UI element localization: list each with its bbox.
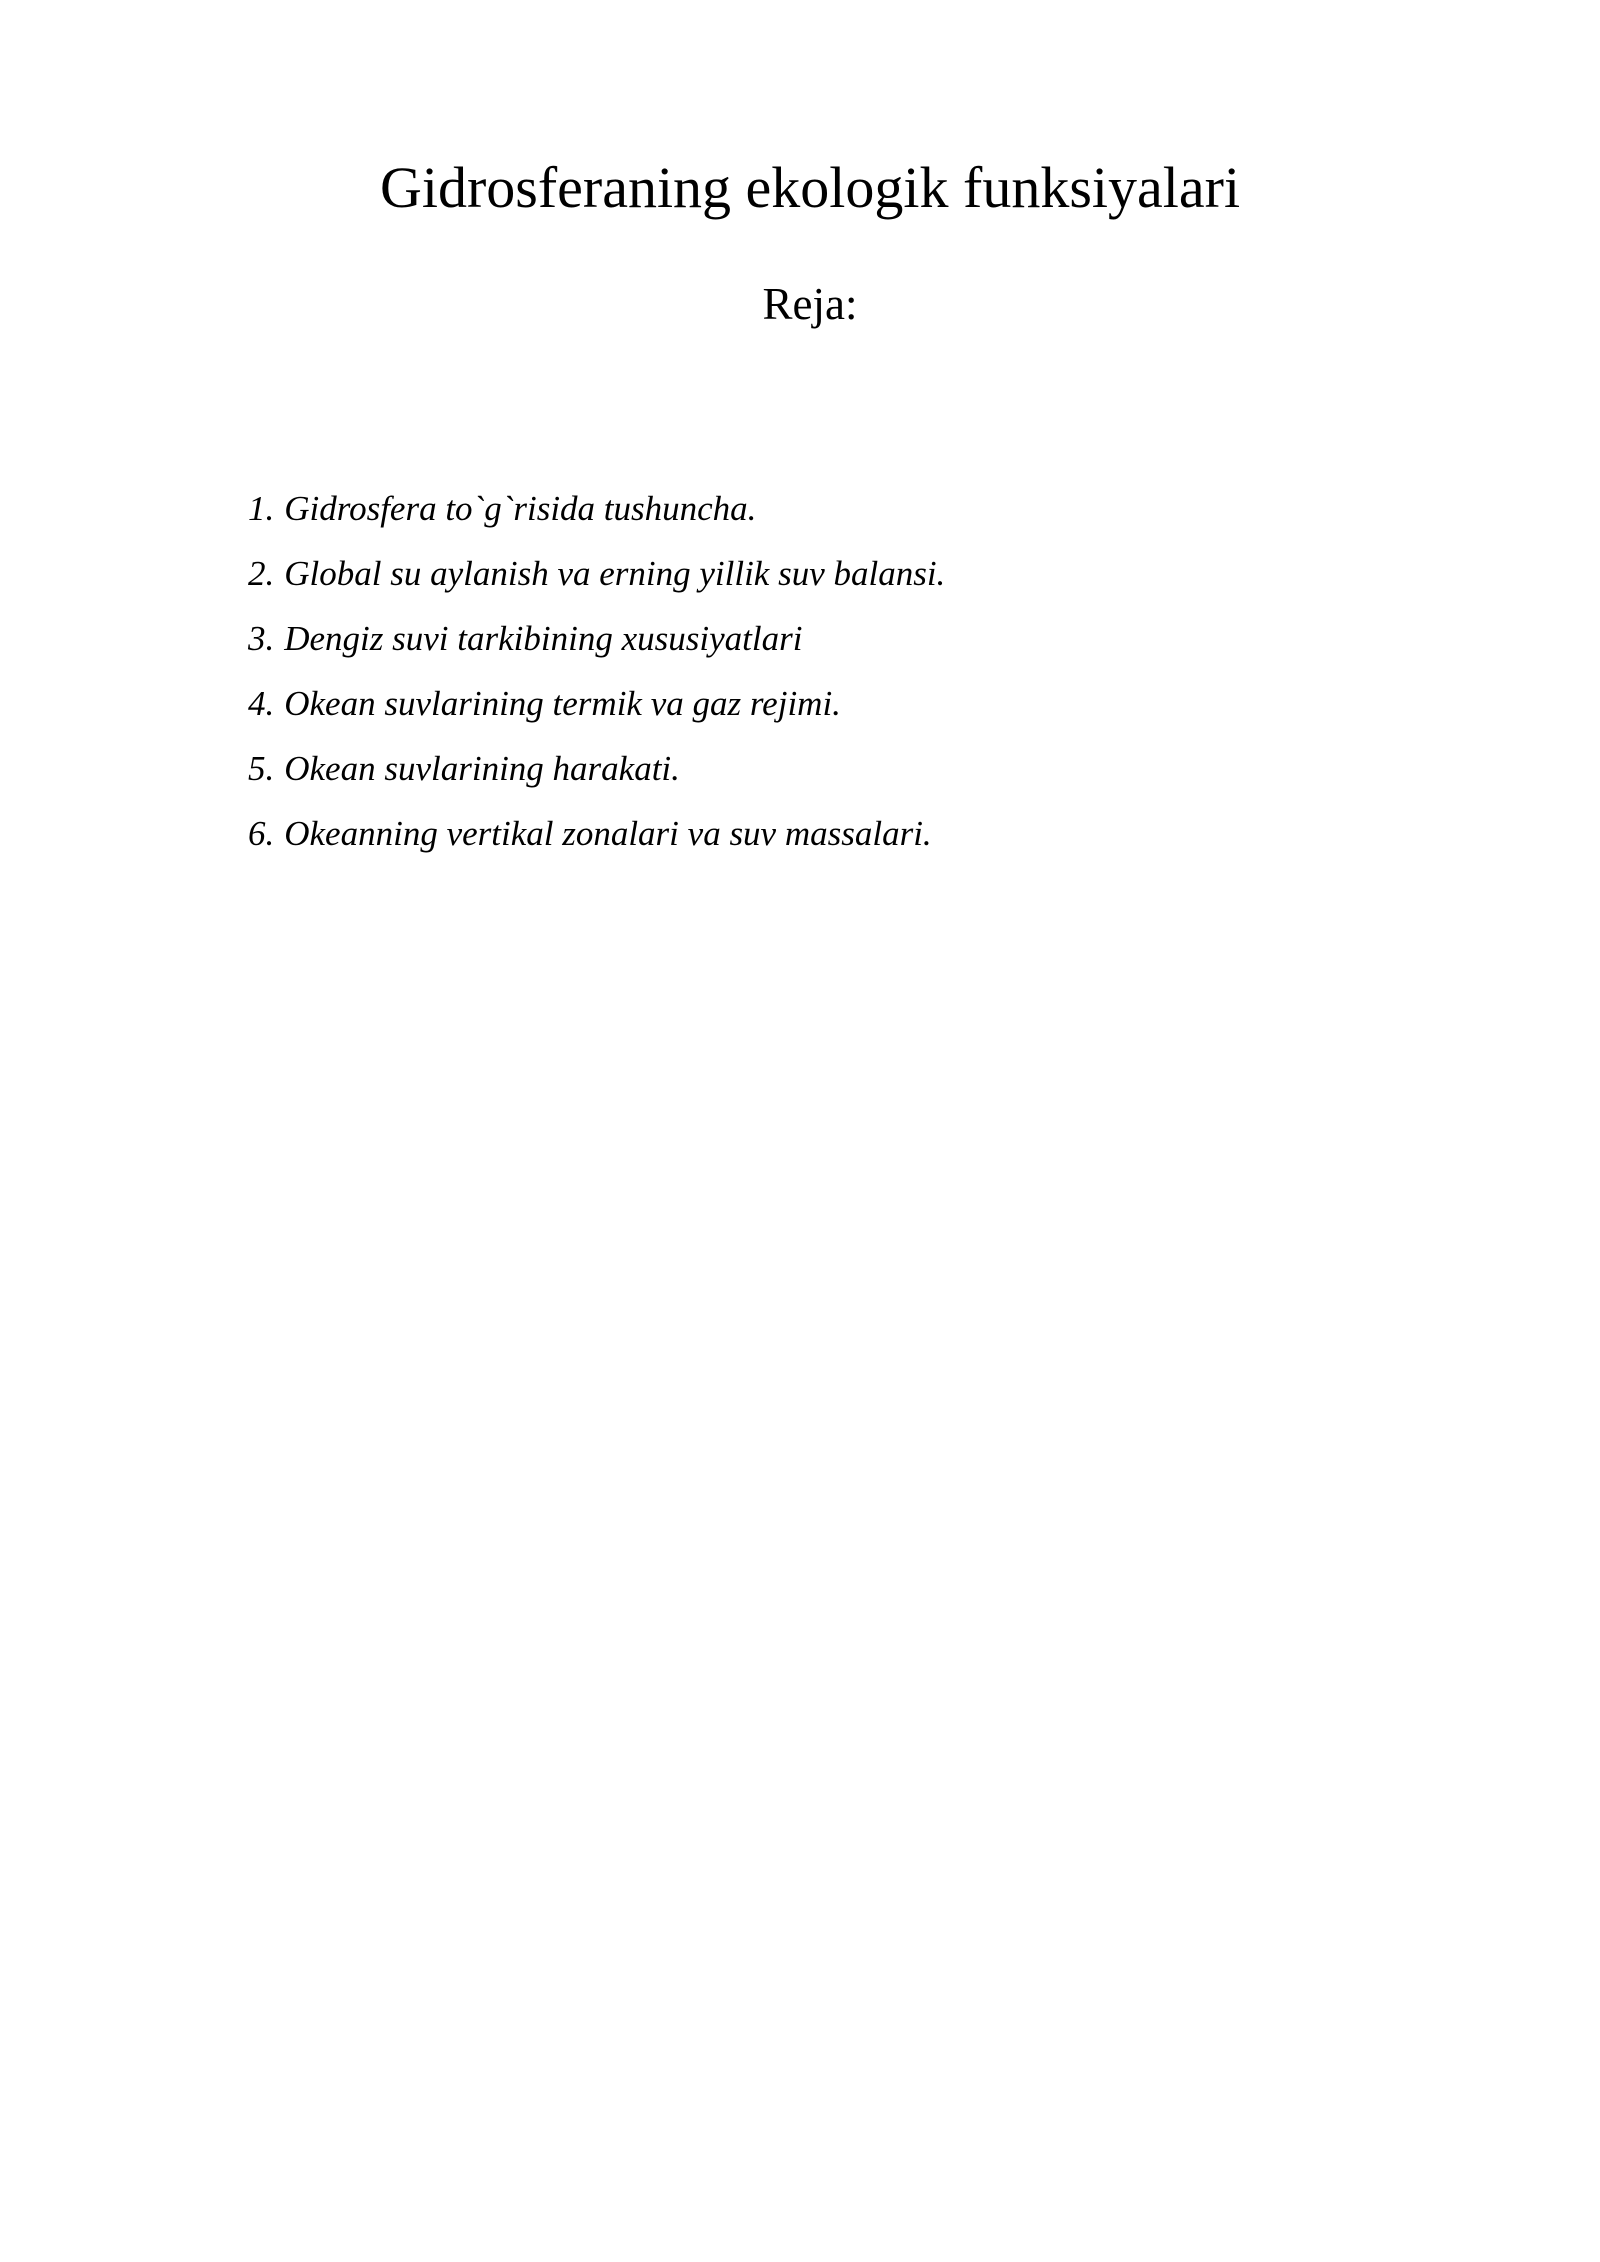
plan-item-number: 2. <box>248 554 275 593</box>
plan-item-6 <box>248 801 945 866</box>
plan-item-1 <box>248 476 945 541</box>
plan-list <box>248 476 945 866</box>
plan-item-text: Gidrosfera to`g`risida tushuncha. <box>284 489 757 528</box>
plan-item-number: 5. <box>248 749 275 788</box>
plan-item-number: 4. <box>248 684 275 723</box>
plan-item-number: 1. <box>248 489 275 528</box>
plan-heading: Reja: <box>762 279 858 329</box>
plan-item-text: Okean suvlarining harakati. <box>284 749 680 788</box>
plan-item-text: Okeanning vertikal zonalari va suv massalari. <box>284 814 932 853</box>
plan-item-text: Okean suvlarining termik va gaz rejimi. <box>284 684 841 723</box>
plan-item-5 <box>248 736 945 801</box>
plan-item-2 <box>248 541 945 606</box>
plan-item-number: 3. <box>248 619 275 658</box>
plan-item-number: 6. <box>248 814 275 853</box>
plan-item-4 <box>248 671 945 736</box>
document-title: Gidrosferaning ekologik funksiyalari <box>379 155 1241 220</box>
plan-item-3 <box>248 606 945 671</box>
plan-item-text: Global su aylanish va erning yillik suv balansi. <box>284 554 946 593</box>
plan-item-text: Dengiz suvi tarkibining xususiyatlari <box>284 619 803 658</box>
